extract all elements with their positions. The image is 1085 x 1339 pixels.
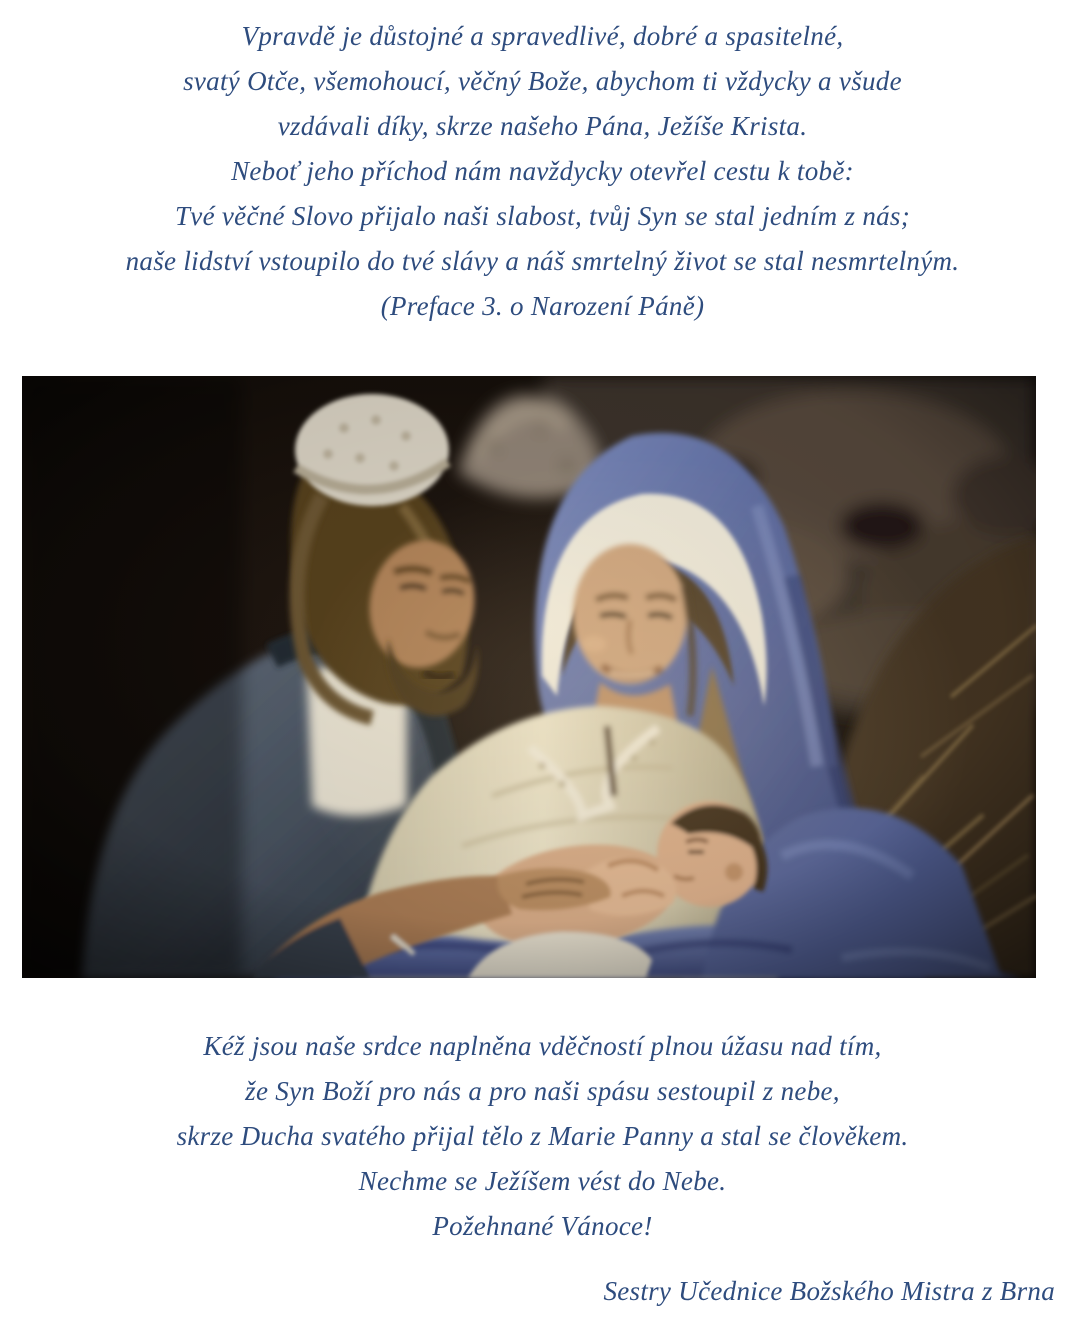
blessing-text-block xyxy=(0,1024,1085,1249)
preface-source-line: (Preface 3. o Narození Páně) xyxy=(380,291,705,321)
left-shadow xyxy=(22,376,242,978)
preface-line-1: Vpravdě je důstojné a spravedlivé, dobré a spasitelné, xyxy=(241,21,844,51)
preface-line-2: svatý Otče, všemohoucí, věčný Bože, abychom ti vždycky a všude xyxy=(183,66,902,96)
blessing-line-4: Nechme se Ježíšem vést do Nebe. xyxy=(358,1166,727,1196)
blessing-line-1: Kéž jsou naše srdce naplněna vděčností plnou úžasu nad tím, xyxy=(203,1031,882,1061)
preface-line-5: Tvé věčné Slovo přijalo naši slabost, tvůj Syn se stal jedním z nás; xyxy=(174,201,911,231)
signature-line: Sestry Učednice Božského Mistra z Brna xyxy=(603,1276,1055,1306)
nativity-photo xyxy=(22,376,1036,978)
preface-line-4: Neboť jeho příchod nám navždycky otevřel cestu k tobě: xyxy=(231,156,854,186)
blessing-line-2: že Syn Boží pro nás a pro naši spásu sestoupil z nebe, xyxy=(245,1076,840,1106)
blessing-line-3: skrze Ducha svatého přijal tělo z Marie Panny a stal se člověkem. xyxy=(176,1121,909,1151)
signature-row xyxy=(0,1269,1055,1314)
preface-line-6: naše lidství vstoupilo do tvé slávy a náš smrtelný život se stal nesmrtelným. xyxy=(125,246,960,276)
preface-line-3: vzdávali díky, skrze našeho Pána, Ježíše Krista. xyxy=(277,111,808,141)
blessing-line-5: Požehnané Vánoce! xyxy=(432,1211,653,1241)
preface-text-block xyxy=(0,0,1085,329)
